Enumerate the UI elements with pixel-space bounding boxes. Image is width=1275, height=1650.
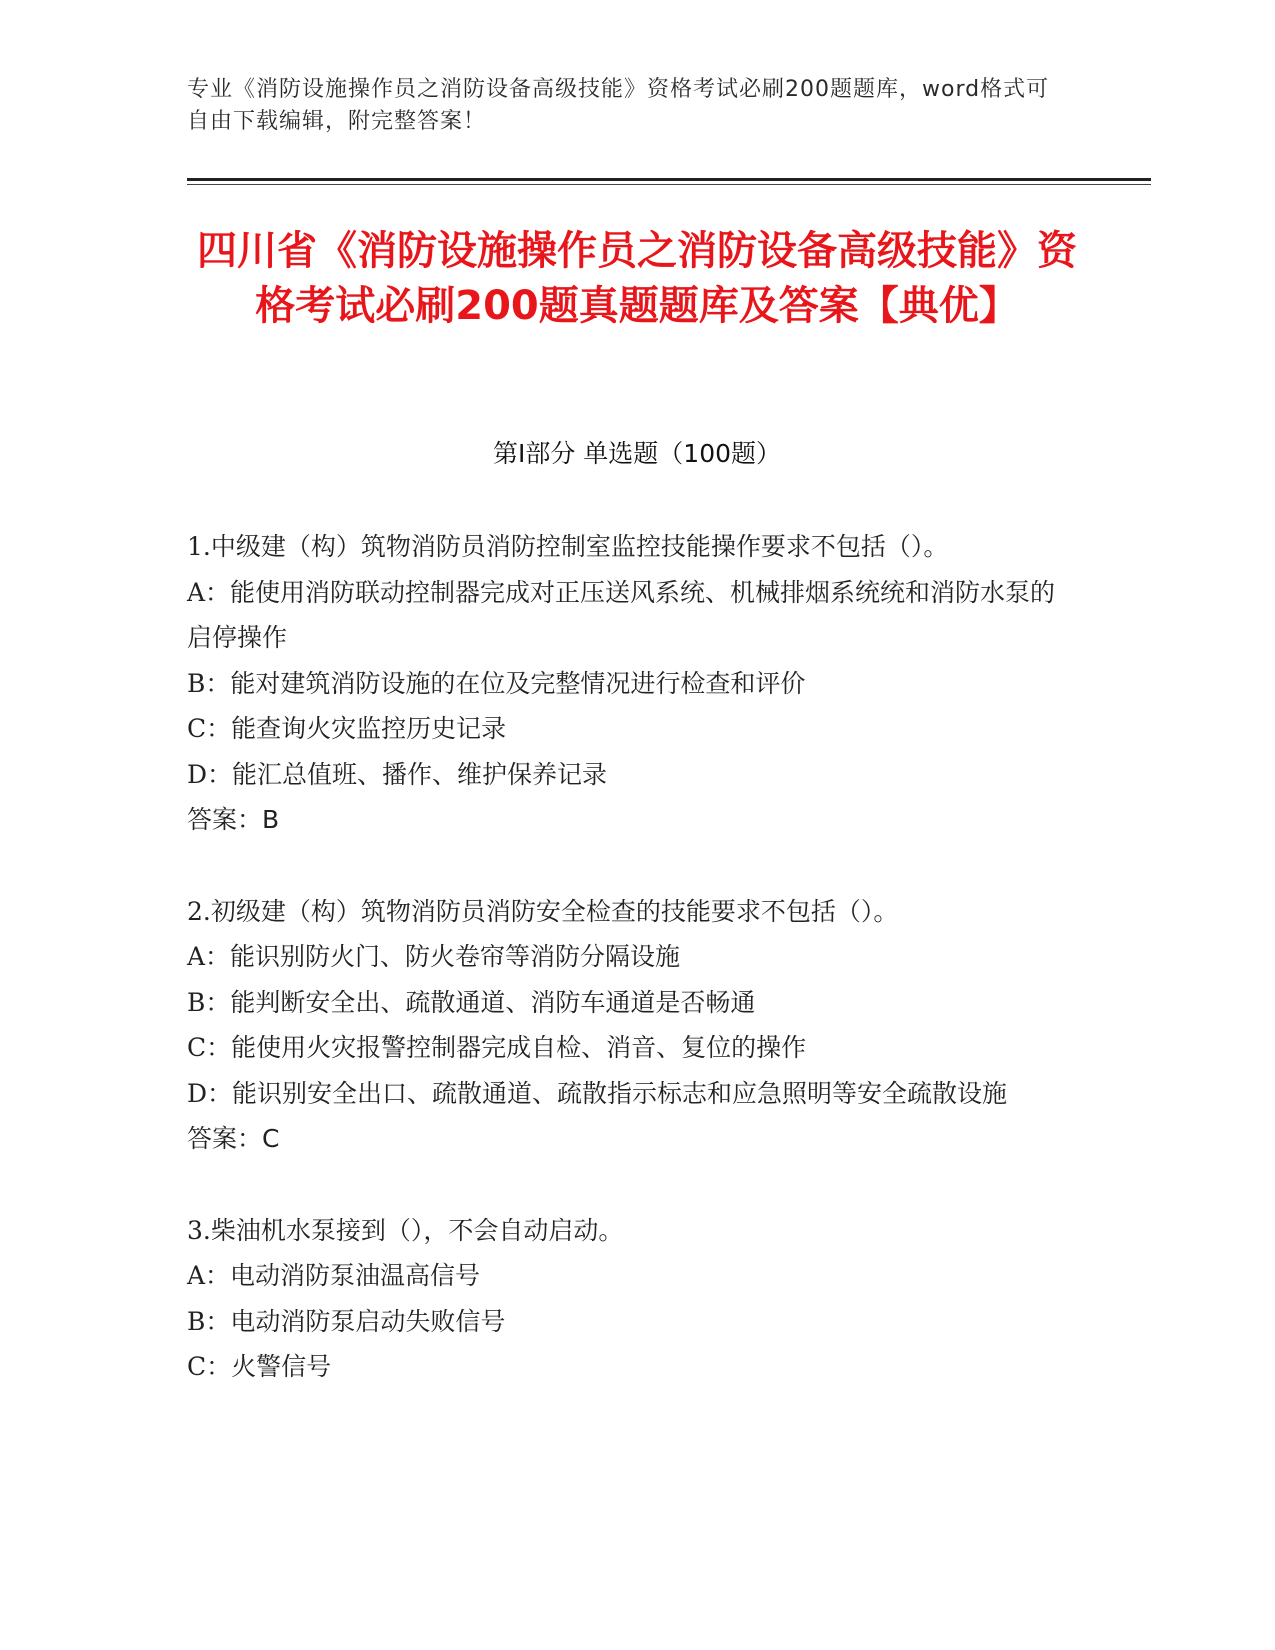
question-stem: 3.柴油机水泵接到（），不会自动启动。	[187, 1215, 624, 1245]
header-rule-thick	[187, 178, 1151, 181]
option-c: C：能查询火灾监控历史记录	[187, 714, 507, 743]
option-d: D：能汇总值班、播作、维护保养记录	[187, 759, 608, 789]
document-title: 四川省《消防设施操作员之消防设备高级技能》资格考试必刷200题真题题库及答案【典优】	[197, 228, 1077, 329]
question-item	[187, 1208, 1067, 1390]
option-d: D：能识别安全出口、疏散通道、疏散指示标志和应急照明等安全疏散设施	[187, 1078, 1008, 1108]
option-c: C：能使用火灾报警控制器完成自检、消音、复位的操作	[187, 1033, 807, 1062]
option-a: A：电动消防泵油温高信号	[187, 1261, 481, 1290]
question-item	[187, 889, 1067, 1162]
option-b: B：电动消防泵启动失败信号	[187, 1306, 506, 1336]
option-b: B：能对建筑消防设施的在位及完整情况进行检查和评价	[187, 668, 806, 698]
question-item	[187, 524, 1067, 843]
option-b: B：能判断安全出、疏散通道、消防车通道是否畅通	[187, 987, 756, 1017]
option-c: C：火警信号	[187, 1352, 332, 1381]
header-note: 专业《消防设施操作员之消防设备高级技能》资格考试必刷200题题库，word格式可自由下载编辑，附完整答案！	[187, 77, 1050, 134]
option-a: A：能使用消防联动控制器完成对正压送风系统、机械排烟系统统和消防水泵的启停操作	[187, 577, 1056, 652]
section-heading: 第I部分 单选题（100题）	[492, 439, 782, 468]
question-stem: 1.中级建（构）筑物消防员消防控制室监控技能操作要求不包括（）。	[187, 532, 949, 561]
answer: 答案：C	[187, 1124, 280, 1153]
question-list	[187, 524, 1067, 1436]
question-stem: 2.初级建（构）筑物消防员消防安全检查的技能要求不包括（）。	[187, 896, 899, 926]
header-rule-thin	[187, 184, 1151, 185]
option-a: A：能识别防火门、防火卷帘等消防分隔设施	[187, 942, 681, 971]
answer: 答案：B	[187, 805, 280, 834]
